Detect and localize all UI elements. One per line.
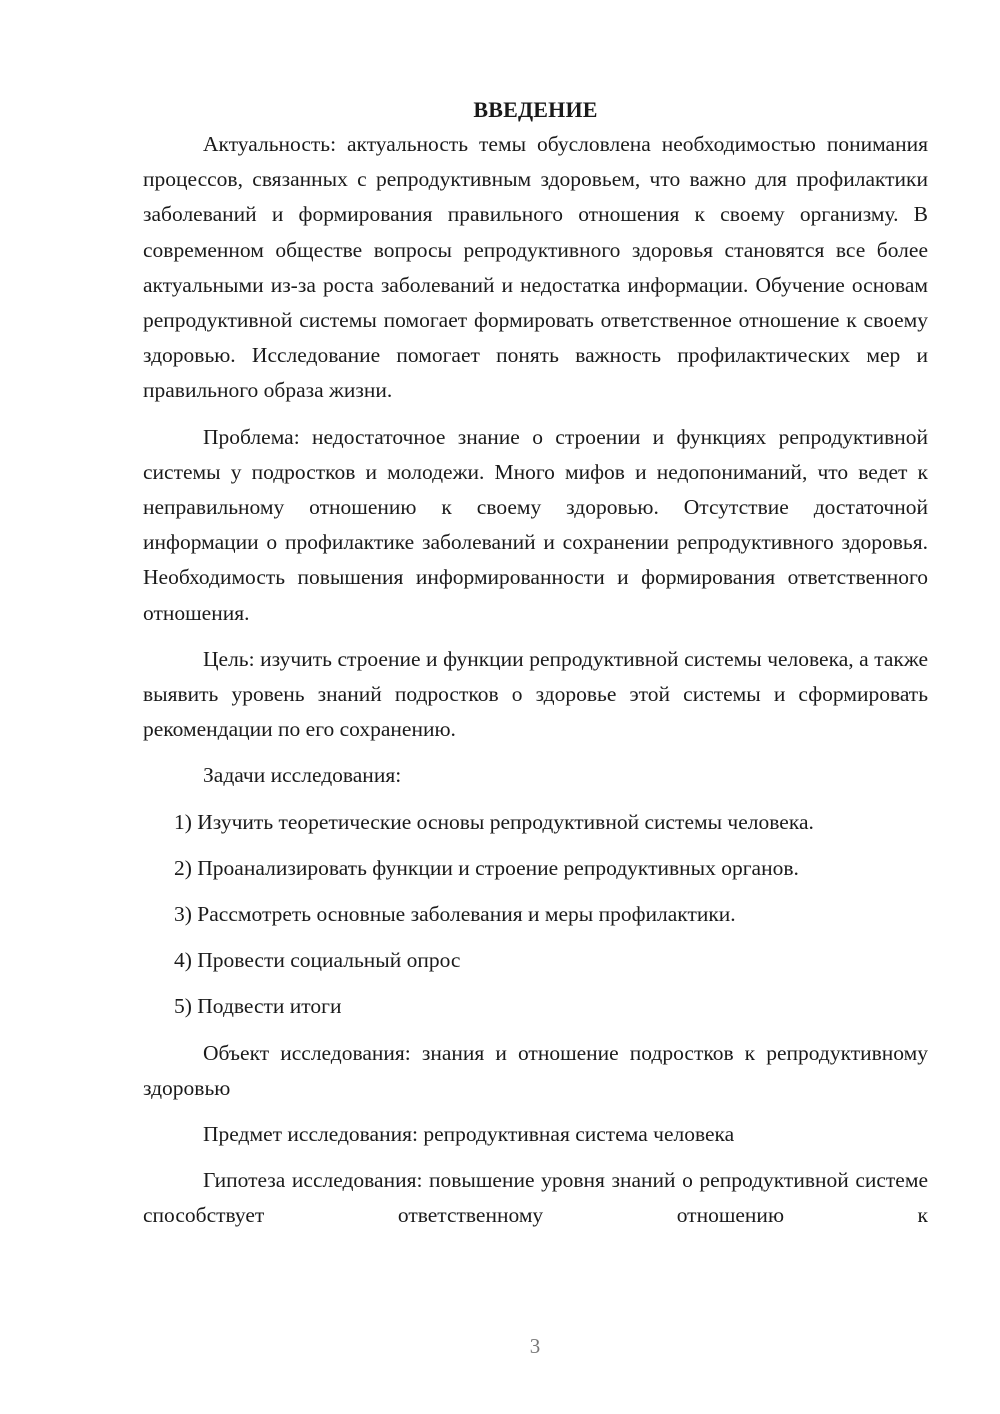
problem-paragraph: Проблема: недостаточное знание о строении и функциях репродуктивной системы у подростков и молодежи. Много мифов и недопониманий, что ведет к неправильному отношению к своему здоровью. Отсутствие достаточной информации о профилактике заболеваний и сохранении репродуктивного здоровья. Необходимость повышения информированности и формирования ответственного отношения.	[143, 424, 928, 625]
page-number: 3	[529, 1334, 541, 1358]
task-item: 4) Провести социальный опрос	[174, 948, 461, 973]
goal-paragraph: Цель: изучить строение и функции репродуктивной системы человека, а также выявить уровень знаний подростков о здоровье этой системы и сформировать рекомендации по его сохранению.	[143, 646, 928, 742]
task-item: 3) Рассмотреть основные заболевания и меры профилактики.	[174, 902, 736, 927]
section-title: ВВЕДЕНИЕ	[473, 97, 598, 122]
hypothesis-paragraph: Гипотеза исследования: повышение уровня знаний о репродуктивной системе способствует ответственному отношению к	[143, 1168, 928, 1228]
task-item: 5) Подвести итоги	[174, 994, 342, 1019]
object-paragraph: Объект исследования: знания и отношение подростков к репродуктивному здоровью	[143, 1040, 928, 1100]
relevance-paragraph: Актуальность: актуальность темы обусловлена необходимостью понимания процессов, связанных с репродуктивным здоровьем, что важно для профилактики заболеваний и формирования правильного отношения к своему организму. В современном обществе вопросы репродуктивного здоровья становятся все более актуальными из-за роста заболеваний и недостатка информации. Обучение основам репродуктивной системы помогает формировать ответственное отношение к своему здоровью. Исследование помогает понять важность профилактических мер и правильного образа жизни.	[143, 132, 928, 403]
task-item: 1) Изучить теоретические основы репродуктивной системы человека.	[174, 809, 814, 834]
task-item: 2) Проанализировать функции и строение репродуктивных органов.	[174, 855, 799, 880]
tasks-heading: Задачи исследования:	[203, 763, 402, 788]
subject-paragraph: Предмет исследования: репродуктивная система человека	[203, 1122, 735, 1147]
document-page	[143, 92, 928, 1234]
